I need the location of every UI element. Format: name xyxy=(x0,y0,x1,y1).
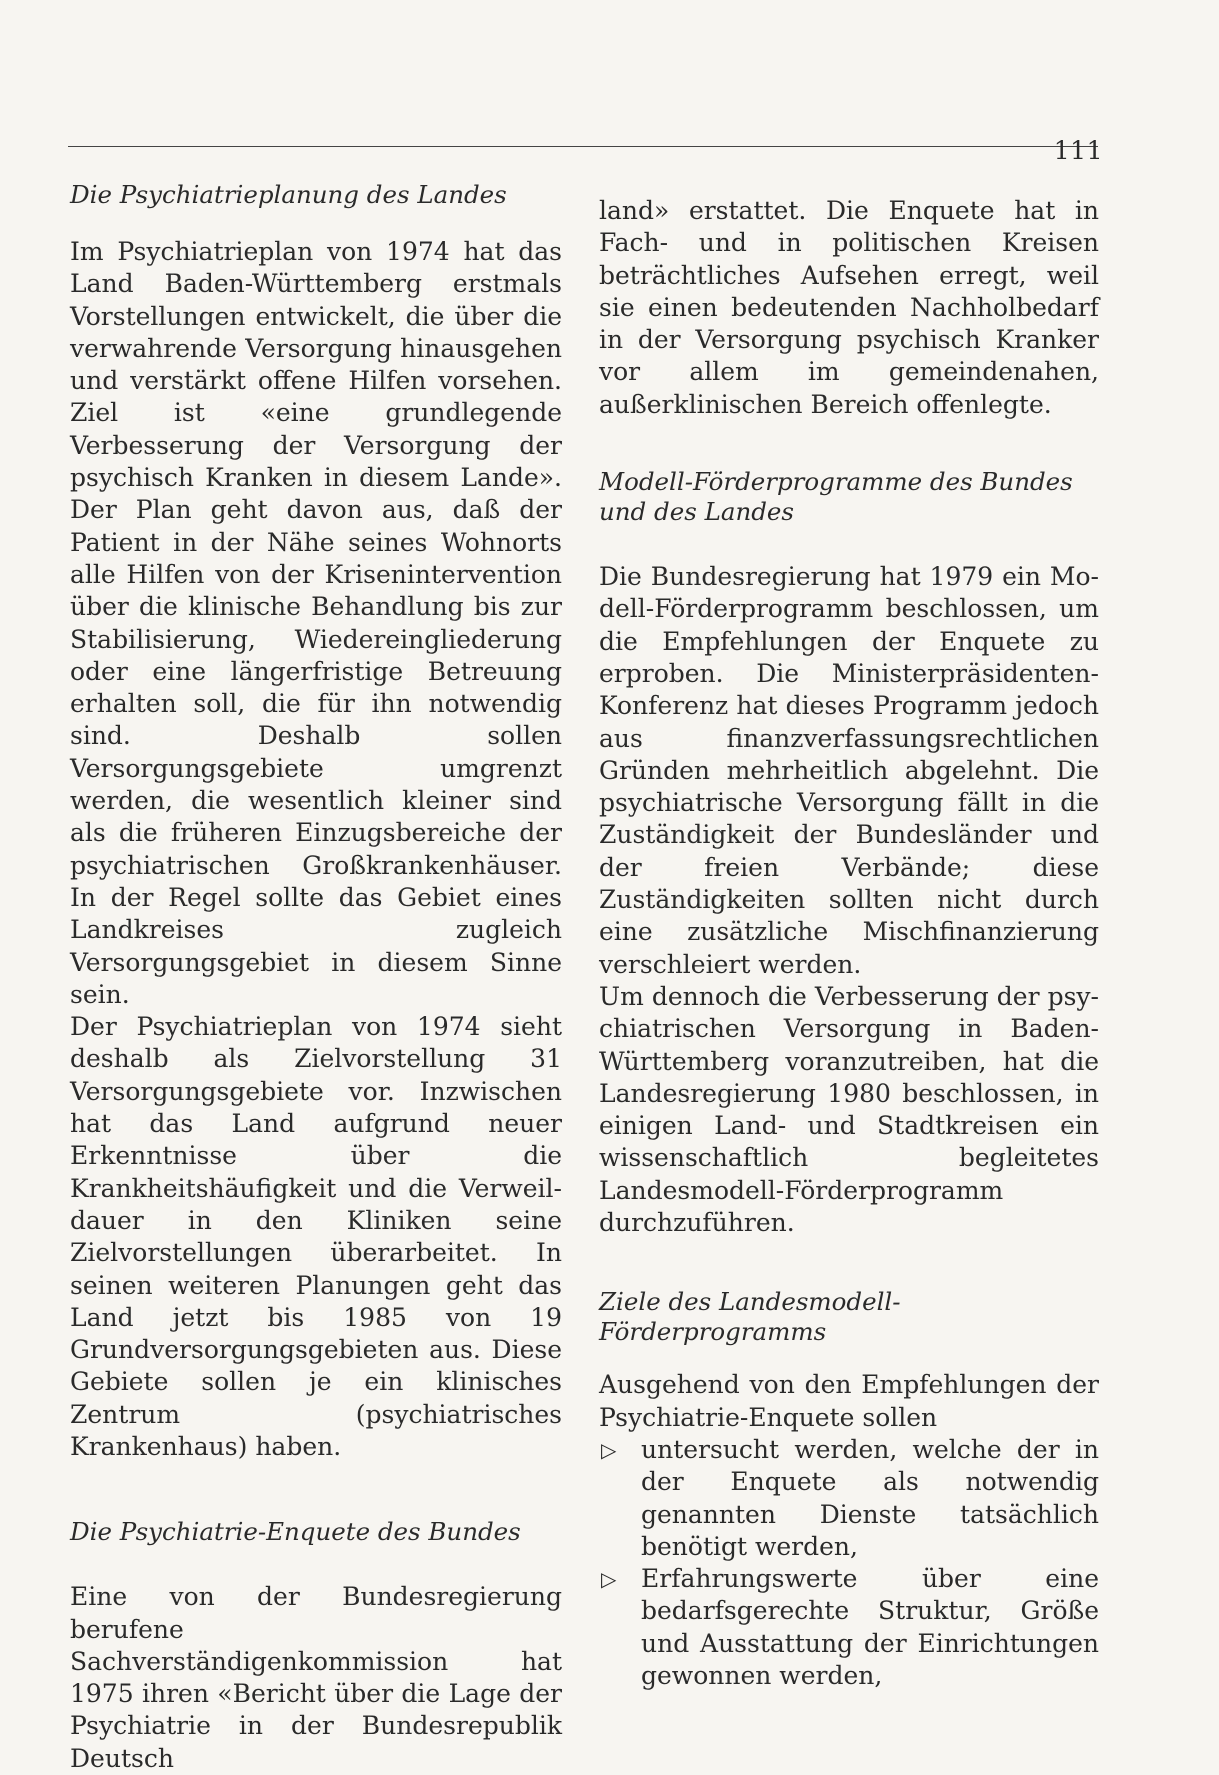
page-number: 111 xyxy=(1053,136,1103,165)
triangle-bullet-icon: ▷ xyxy=(601,1437,617,1462)
header-rule xyxy=(68,146,1098,147)
paragraph: Um dennoch die Verbesserung der psychiatrischen Versorgung in Baden-Württemberg voranzutreiben, hat die Landesregierung 1980 beschlossen, in einigen Land- und Stadtkreisen ein wissenschaftlich begleitetes Landesmodell-Förderprogramm durchzuführen. xyxy=(599,981,1099,1238)
list-item-text: Erfahrungswerte über eine bedarfsgerechte Struktur, Größe und Ausstattung der Einrichtungen gewonnen werden, xyxy=(641,1564,1099,1690)
section-heading-psychiatrieplanung: Die Psychiatrieplanung des Landes xyxy=(70,180,507,209)
paragraph-continuation: land» erstattet. Die Enquete hat in Fach- und in politischen Kreisen beträchtliches Aufsehen erregt, weil sie einen bedeutenden Nachholbedarf in der Versorgung psychisch Kranker vor allem im gemeindenahen, außerklinischen Bereich offenlegte. xyxy=(599,196,1099,419)
paragraph: Die Bundesregierung hat 1979 ein Modell-Förderprogramm beschlossen, um die Empfehlungen der Enquete zu erproben. Die Ministerpräsidenten-Konferenz hat dieses Programm jedoch aus finanzverfassungsrechtlichen Gründen mehrheitlich abgelehnt. Die psychiatrische Versorgung fällt in die Zuständigkeit der Bundesländer und der freien Verbände; diese Zuständigkeiten sollten nicht durch eine zusätzliche Mischfinanzierung verschleiert werden. xyxy=(599,562,1099,979)
paragraph: Eine von der Bundesregierung berufene Sachverständigenkommission hat 1975 ihren «Bericht über die Lage der Psychiatrie in der Bundesrepublik Deutsch xyxy=(70,1582,562,1773)
list-item xyxy=(599,1434,1099,1563)
paragraph-intro: Ausgehend von den Empfehlungen der Psychiatrie-Enquete sollen xyxy=(599,1370,1099,1432)
paragraph: Der Psychiatrieplan von 1974 sieht deshalb als Zielvorstellung 31 Versorgungsgebiete vor. Inzwischen hat das Land aufgrund neuer Erkenntnisse über die Krankheitshäufigkeit und die Verweildauer in den Kliniken seine Zielvorstellungen überarbeitet. In seinen weiteren Planungen geht das Land jetzt bis 1985 von 19 Grundversorgungsgebieten aus. Diese Gebiete sollen je ein klinisches Zentrum (psychiatrisches Krankenhaus) haben. xyxy=(70,1012,562,1461)
goals-list xyxy=(599,1434,1099,1692)
section-heading-enquete: Die Psychiatrie-Enquete des Bundes xyxy=(70,1517,521,1547)
paragraph: Im Psychiatrieplan von 1974 hat das Land Baden-Württemberg erstmals Vorstellungen entwickelt, die über die verwahrende Versorgung hinausgehen und verstärkt offene Hilfen vorsehen. Ziel ist «eine grundlegende Verbesserung der Versorgung der psychisch Kranken in diesem Lande». Der Plan geht davon aus, daß der Patient in der Nähe seines Wohnorts alle Hilfen von der Krisenintervention über die klinische Behandlung bis zur Stabilisierung, Wiedereingliederung oder eine längerfristige Betreuung erhalten soll, die für ihn notwendig sind. Deshalb sollen Versorgungsgebiete umgrenzt werden, die wesentlich kleiner sind als die früheren Einzugsbereiche der psychiatrischen Großkrankenhäuser. In der Regel sollte das Gebiet eines Landkreises zugleich Versorgungsgebiet in diesem Sinne sein. xyxy=(70,237,562,1009)
triangle-bullet-icon: ▷ xyxy=(601,1567,617,1592)
section-heading-ziele: Ziele des Landesmodell-Förderprogramms xyxy=(599,1287,901,1347)
list-item-text: untersucht werden, welche der in der Enquete als notwendig genannten Dienste tatsächlich benötigt werden, xyxy=(641,1434,1099,1561)
section-heading-modell-foerderprogramme: Modell-Förderprogramme des Bundes und des Landes xyxy=(599,467,1073,527)
list-item xyxy=(599,1563,1099,1692)
right-column xyxy=(599,195,1099,1692)
left-column xyxy=(70,180,562,1775)
